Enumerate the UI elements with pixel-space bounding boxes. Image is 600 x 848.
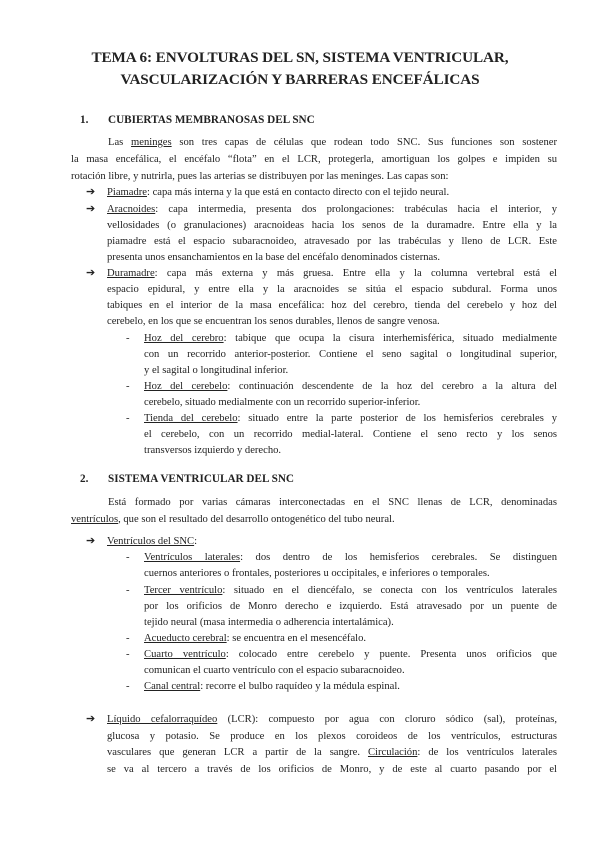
lcr-line-4: se va al tercero a través de los orificios de Monro, y de este al cuarto pasando por el xyxy=(107,764,557,775)
aracnoides-line-2: vellosidades (o granulaciones) aracnoideas hacia los senos de la duramadre. Entre ella y la xyxy=(107,220,557,231)
bullet-dash: - xyxy=(126,649,130,660)
bullet-dash: - xyxy=(126,585,130,596)
bullet-dash: - xyxy=(126,413,130,424)
bullet-dash: - xyxy=(126,381,130,392)
tienda-cerebelo-line-3: transversos izquierdo y derecho. xyxy=(144,445,282,456)
bullet-arrow-icon: ➔ xyxy=(86,203,96,215)
hoz-cerebelo-line-2: cerebelo, situado medialmente con un recorrido superior-inferior. xyxy=(144,397,421,408)
duramadre-line-1: Duramadre: capa más externa y más gruesa. Entre ella y la columna vertebral está el xyxy=(107,268,557,279)
meninges-intro-line-3: rotación libre, y nutrirla, pues las arterias se distribuyen por las meninges. Las capas son: xyxy=(71,171,449,182)
section-1-heading: CUBIERTAS MEMBRANOSAS DEL SNC xyxy=(108,114,315,126)
canal-central-item: Canal central: recorre el bulbo raquídeo y la médula espinal. xyxy=(144,681,400,692)
meninges-intro-line-2: la masa encefálica, el encéfalo “flota” en el LCR, protegerla, amortiguan los golpes e impiden su xyxy=(71,154,557,165)
ventricular-intro-line-1: Está formado por varias cámaras interconectadas en el SNC llenas de LCR, denominadas xyxy=(108,497,557,508)
section-1-number: 1. xyxy=(80,114,89,126)
ventriculos-laterales-line-1: Ventrículos laterales: dos dentro de los hemisferios cerebrales. Se distinguen xyxy=(144,552,558,563)
hoz-cerebro-line-3: y el sagital o longitudinal inferior. xyxy=(144,365,289,376)
tercer-ventriculo-line-2: por los orificios de Monro derecho e izquierdo. Está atravesado por un puente de xyxy=(144,601,557,612)
ventriculos-snc-label: Ventrículos del SNC: xyxy=(107,536,198,547)
bullet-arrow-icon: ➔ xyxy=(86,535,96,547)
tienda-cerebelo-line-1: Tienda del cerebelo: situado entre la parte posterior de los hemisferios cerebrales y xyxy=(144,413,557,424)
hoz-cerebro-line-2: con un recorrido anterior-posterior. Contiene el seno sagital o longitudinal superior, xyxy=(144,349,557,360)
bullet-arrow-icon: ➔ xyxy=(86,267,96,279)
tienda-cerebelo-line-2: el cerebelo, con un recorrido medial-lateral. Contiene el seno recto y los senos xyxy=(144,429,557,440)
document-title-line-2: VASCULARIZACIÓN Y BARRERAS ENCEFÁLICAS xyxy=(120,71,480,88)
section-2-heading: SISTEMA VENTRICULAR DEL SNC xyxy=(108,473,294,485)
tercer-ventriculo-line-3: tejido neural (masa intermedia o adherencia intertalámica). xyxy=(144,617,394,628)
lcr-line-2: glucosa y potasio. Se produce en los plexos coroideos de los ventrículos, estructuras xyxy=(107,731,557,742)
cuarto-ventriculo-line-2: comunican el cuarto ventrículo con el espacio subaracnoideo. xyxy=(144,665,405,676)
bullet-arrow-icon: ➔ xyxy=(86,186,96,198)
bullet-dash: - xyxy=(126,633,130,644)
aracnoides-line-1: Aracnoides: capa intermedia, presenta dos prolongaciones: trabéculas hacia el interior, y xyxy=(107,204,557,215)
meninges-intro-line-1: Las meninges son tres capas de células que rodean todo SNC. Sus funciones son sostener xyxy=(108,137,557,148)
hoz-cerebelo-line-1: Hoz del cerebelo: continuación descendente de la hoz del cerebro a la altura del xyxy=(144,381,557,392)
hoz-cerebro-line-1: Hoz del cerebro: tabique que ocupa la cisura interhemisférica, situado medialmente xyxy=(144,333,557,344)
bullet-dash: - xyxy=(126,333,130,344)
ventriculos-laterales-line-2: cuernos anteriores o frontales, posteriores u occipitales, e inferiores o temporales. xyxy=(144,568,490,579)
lcr-line-3: vasculares que generan LCR a partir de la sangre. Circulación: de los ventrículos laterales xyxy=(107,747,557,758)
ventricular-intro-line-2: ventrículos, que son el resultado del desarrollo ontogenético del tubo neural. xyxy=(71,514,395,525)
duramadre-line-4: cerebelo, en los que se encuentran los senos durables, llenos de sangre venosa. xyxy=(107,316,440,327)
piamadre-item: Piamadre: capa más interna y la que está en contacto directo con el tejido neural. xyxy=(107,187,450,198)
acueducto-cerebral-item: Acueducto cerebral: se encuentra en el mesencéfalo. xyxy=(144,633,367,644)
bullet-dash: - xyxy=(126,681,130,692)
duramadre-line-3: tabiques en el interior de la masa encefálica: hoz del cerebro, tienda del cerebelo y hoz del xyxy=(107,300,557,311)
lcr-line-1: Líquido cefalorraquídeo (LCR): compuesto por agua con cloruro sódico (sal), proteínas, xyxy=(107,714,557,725)
cuarto-ventriculo-line-1: Cuarto ventrículo: colocado entre cerebelo y puente. Presenta unos orificios que xyxy=(144,649,557,660)
document-title-line-1: TEMA 6: ENVOLTURAS DEL SN, SISTEMA VENTRICULAR, xyxy=(91,49,509,66)
bullet-dash: - xyxy=(126,552,130,563)
tercer-ventriculo-line-1: Tercer ventrículo: situado en el diencéfalo, se conecta con los ventrículos laterales xyxy=(144,585,557,596)
bullet-arrow-icon: ➔ xyxy=(86,713,96,725)
aracnoides-line-4: presenta unos ensanchamientos en la base del encéfalo denominados cisternas. xyxy=(107,252,440,263)
aracnoides-line-3: piamadre está el espacio subaracnoideo, atravesado por las trabéculas y lleno de LCR. Este xyxy=(107,236,557,247)
section-2-number: 2. xyxy=(80,473,89,485)
duramadre-line-2: espacio epidural, y entre ella y la aracnoides se sitúa el espacio subdural. Forma unos xyxy=(107,284,557,295)
